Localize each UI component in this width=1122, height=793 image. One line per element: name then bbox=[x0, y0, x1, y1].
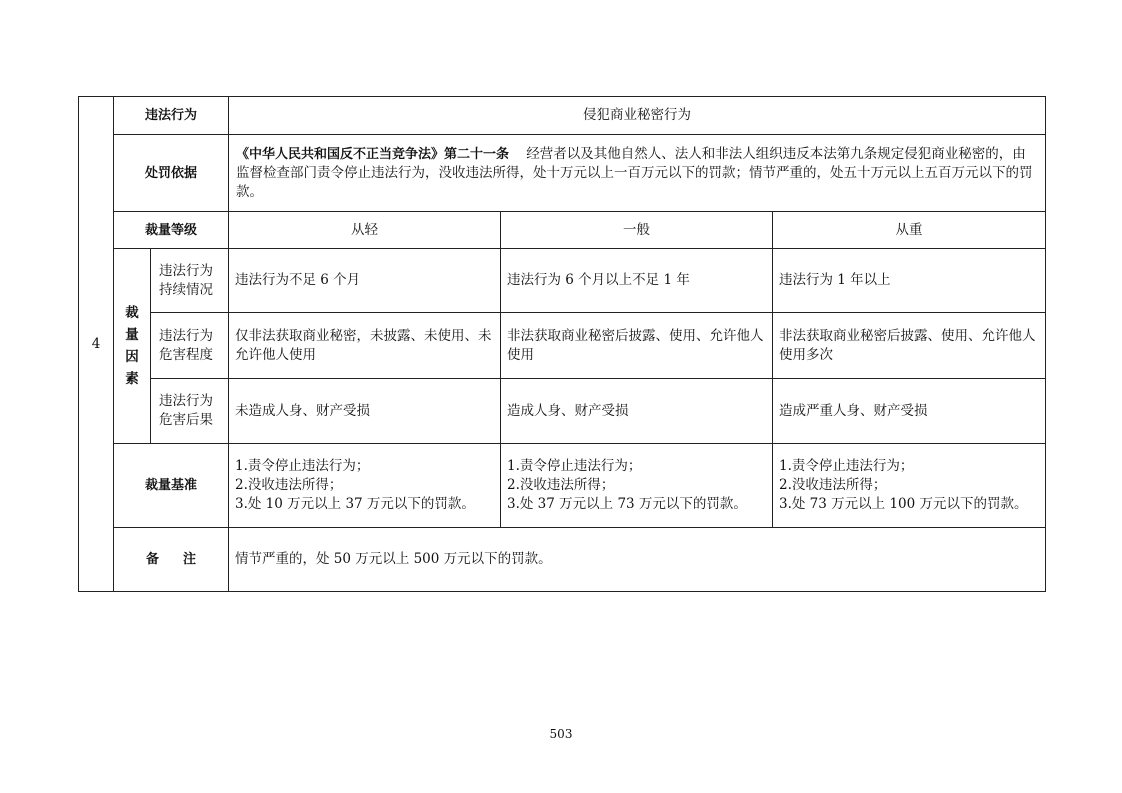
law-title: 《中华人民共和国反不正当竞争法》第二十一条 bbox=[236, 146, 510, 162]
violation-label: 违法行为 bbox=[114, 97, 229, 135]
basis-text: 经营者以及其他自然人、法人和非法人组织违反本法第九条规定侵犯商业秘密的，由监督检查部门责令停止违法行为，没收违法所得，处十万元以上一百万元以下的罚款；情节严重的，处五十万元以上五百万元以下的罚款。 bbox=[236, 145, 1033, 200]
factor-name: 违法行为 持续情况 bbox=[151, 249, 229, 313]
factor-light: 未造成人身、财产受损 bbox=[229, 379, 501, 444]
levels-label: 裁量等级 bbox=[114, 212, 229, 249]
level-light: 从轻 bbox=[229, 212, 501, 249]
factor-row bbox=[79, 313, 1046, 379]
levels-row bbox=[79, 212, 1046, 249]
factor-light: 仅非法获取商业秘密，未披露、未使用、未允许他人使用 bbox=[229, 313, 501, 379]
factor-normal: 违法行为 6 个月以上不足 1 年 bbox=[501, 249, 773, 313]
factor-normal: 造成人身、财产受损 bbox=[501, 379, 773, 444]
violation-row bbox=[79, 97, 1046, 135]
factor-row bbox=[79, 249, 1046, 313]
factor-name: 违法行为 危害后果 bbox=[151, 379, 229, 444]
factor-normal: 非法获取商业秘密后披露、使用、允许他人使用 bbox=[501, 313, 773, 379]
basis-row bbox=[79, 135, 1046, 212]
level-normal: 一般 bbox=[501, 212, 773, 249]
remarks-text: 情节严重的，处 50 万元以上 500 万元以下的罚款。 bbox=[229, 528, 1046, 592]
basis-cell bbox=[229, 135, 1046, 212]
standard-normal: 1.责令停止违法行为； 2.没收违法所得； 3.处 37 万元以上 73 万元以下的罚款。 bbox=[501, 444, 773, 528]
item-number: 4 bbox=[79, 97, 114, 592]
factor-heavy: 非法获取商业秘密后披露、使用、允许他人使用多次 bbox=[773, 313, 1046, 379]
page-number: 503 bbox=[549, 727, 573, 741]
factor-name: 违法行为 危害程度 bbox=[151, 313, 229, 379]
violation-value: 侵犯商业秘密行为 bbox=[229, 97, 1046, 135]
standard-light: 1.责令停止违法行为； 2.没收违法所得； 3.处 10 万元以上 37 万元以下的罚款。 bbox=[229, 444, 501, 528]
standard-label: 裁量基准 bbox=[114, 444, 229, 528]
factor-row bbox=[79, 379, 1046, 444]
remarks-label: 备注 bbox=[114, 528, 229, 592]
factor-heavy: 造成严重人身、财产受损 bbox=[773, 379, 1046, 444]
standard-row bbox=[79, 444, 1046, 528]
level-heavy: 从重 bbox=[773, 212, 1046, 249]
standard-heavy: 1.责令停止违法行为； 2.没收违法所得； 3.处 73 万元以上 100 万元以下的罚款。 bbox=[773, 444, 1046, 528]
discretion-table bbox=[78, 96, 1046, 592]
factor-light: 违法行为不足 6 个月 bbox=[229, 249, 501, 313]
factor-heavy: 违法行为 1 年以上 bbox=[773, 249, 1046, 313]
factors-label: 裁 量 因 素 bbox=[114, 249, 151, 444]
remarks-row bbox=[79, 528, 1046, 592]
basis-label: 处罚依据 bbox=[114, 135, 229, 212]
